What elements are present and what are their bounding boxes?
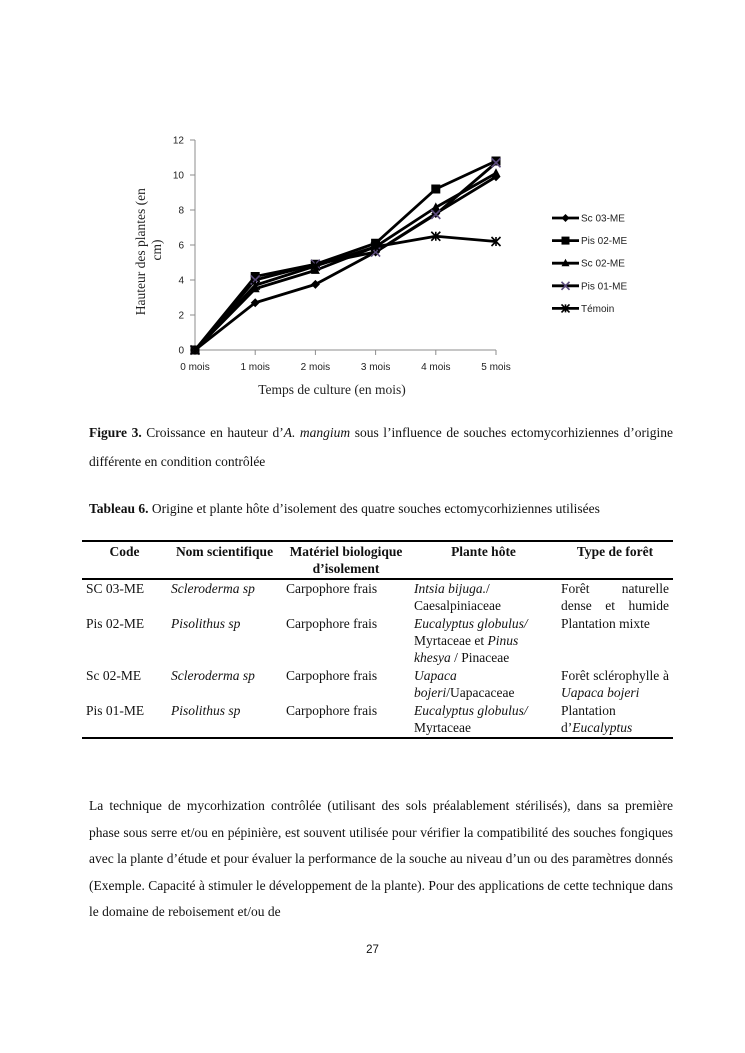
legend-label: Pis 02-ME — [581, 236, 628, 248]
cell-foret — [557, 702, 673, 738]
plant-family-2: / Pinaceae — [454, 650, 510, 665]
legend-item — [552, 236, 627, 247]
plant-family: Myrtaceae et — [414, 633, 485, 648]
cell-materiel: Carpophore frais — [286, 668, 378, 683]
plant-family: / Caesalpiniaceae — [414, 581, 501, 613]
forest-species: Eucalyptus — [572, 720, 633, 735]
legend-label: Pis 01-ME — [581, 281, 628, 293]
plant-name: Intsia bijuga. — [414, 581, 487, 596]
chart-legend — [552, 214, 627, 315]
cell-plante — [410, 702, 557, 738]
series-sc-02-me — [191, 168, 501, 353]
legend-item — [552, 214, 625, 225]
legend-item — [552, 281, 627, 292]
table-caption-text: Origine et plante hôte d’isolement des quatre souches ectomycorhiziennes utilisées — [148, 501, 600, 516]
forest-type: Plantation d’ — [561, 703, 616, 735]
forest-species: Uapaca bojeri — [561, 685, 640, 700]
cell-code: SC 03-ME — [86, 581, 145, 596]
y-axis-title-line-2: cm) — [149, 239, 164, 261]
cell-nom — [167, 579, 282, 615]
figure-caption-text-1: Croissance en hauteur d’ — [141, 425, 284, 440]
x-tick-label: 2 mois — [300, 362, 331, 373]
header-materiel: Matériel biologique d’isolement — [289, 544, 403, 576]
x-tick-label: 0 mois — [180, 362, 210, 373]
forest-type: Plantation mixte — [561, 616, 650, 631]
x-tick-label: 3 mois — [360, 362, 391, 373]
cell-foret — [557, 667, 673, 702]
y-tick-label: 8 — [178, 205, 184, 217]
table-header-row — [82, 541, 673, 579]
cell-plante — [410, 579, 557, 615]
plant-family: /Uapacaceae — [446, 685, 515, 700]
x-tick-label: 5 mois — [481, 362, 511, 373]
table-caption — [89, 494, 673, 523]
cell-foret — [557, 615, 673, 667]
header-code: Code — [109, 544, 140, 559]
forest-type: Forêt sclérophylle à — [561, 668, 669, 683]
header-plante-hote: Plante hôte — [451, 544, 516, 559]
y-tick-label: 6 — [178, 240, 184, 252]
figure-caption — [89, 418, 673, 476]
body-paragraph: La technique de mycorhization contrôlée (utilisant des sols préalablement stérilisés), dans sa première phase sous serre et/ou en pépinière, est souvent utilisée pour vérifier la compatibilité des souches fongiques avec la plante d’étude et pour évaluer la performance de la souche au niveau d’un ou des paramètres donnés (Exemple. Capacité à stimuler le développement de la plante). Pour des applications de cette technique dans le domaine de reboisement et/ou de — [89, 798, 673, 919]
square-marker — [562, 237, 570, 245]
cell-code: Pis 02-ME — [86, 616, 145, 631]
cell-materiel: Carpophore frais — [286, 616, 378, 631]
diamond-marker — [562, 214, 570, 222]
page-number: 27 — [366, 944, 379, 956]
cell-plante — [410, 667, 557, 702]
legend-label: Sc 02-ME — [581, 258, 625, 270]
species-name: Pisolithus sp — [171, 616, 241, 631]
plant-name: Eucalyptus globulus/ — [414, 703, 528, 718]
y-tick-label: 4 — [178, 275, 184, 287]
species-name: Scleroderma sp — [171, 668, 255, 683]
plant-name-2: Pinus khesya — [414, 633, 519, 665]
cell-materiel: Carpophore frais — [286, 581, 378, 596]
figure-caption-text-2: sous l’influence de souches ectomycorhiziennes d’origine différente en condition contrôlée — [89, 425, 673, 469]
table-row — [82, 615, 673, 667]
growth-line-chart — [0, 0, 745, 400]
legend-label: Sc 03-ME — [581, 213, 625, 225]
cell-code: Pis 01-ME — [86, 703, 145, 718]
cell-nom — [167, 702, 282, 738]
y-tick-label: 2 — [178, 310, 184, 322]
plant-name: Uapaca bojeri — [414, 668, 457, 700]
legend-label: Témoin — [581, 303, 615, 315]
cell-foret — [557, 579, 673, 615]
chart-series — [191, 157, 501, 355]
y-axis-title-line-1: Hauteur des plantes (en — [133, 188, 148, 316]
legend-item — [552, 259, 625, 270]
cell-nom — [167, 615, 282, 667]
series-t-moin — [191, 232, 501, 355]
square-marker — [431, 185, 440, 194]
table-row — [82, 667, 673, 702]
header-type-foret: Type de forêt — [576, 544, 654, 559]
cell-plante — [410, 615, 557, 667]
table-row — [82, 579, 673, 615]
y-tick-label: 12 — [172, 135, 184, 147]
plant-name: Eucalyptus globulus/ — [414, 616, 528, 631]
table-label: Tableau 6. — [89, 501, 149, 516]
figure-caption-species: A. mangium — [283, 425, 351, 440]
header-nom-scientifique: Nom scientifique — [175, 544, 274, 559]
plant-family: Myrtaceae — [414, 720, 471, 735]
y-tick-label: 0 — [178, 345, 184, 357]
forest-type: Forêt naturelle dense et humide — [561, 581, 669, 613]
cell-nom — [167, 667, 282, 702]
cell-materiel: Carpophore frais — [286, 703, 378, 718]
species-name: Pisolithus sp — [171, 703, 241, 718]
x-tick-label: 4 mois — [421, 362, 451, 373]
x-tick-label: 1 mois — [240, 362, 270, 373]
y-axis-title — [133, 185, 164, 315]
x-axis-title: Temps de culture (en mois) — [258, 382, 406, 397]
legend-item — [552, 304, 614, 315]
strains-table — [82, 540, 673, 739]
table-row — [82, 702, 673, 738]
species-name: Scleroderma sp — [171, 581, 255, 596]
triangle-marker — [492, 168, 501, 177]
cell-code: Sc 02-ME — [86, 668, 142, 683]
figure-label: Figure 3. — [89, 425, 142, 440]
y-tick-label: 10 — [172, 170, 184, 182]
